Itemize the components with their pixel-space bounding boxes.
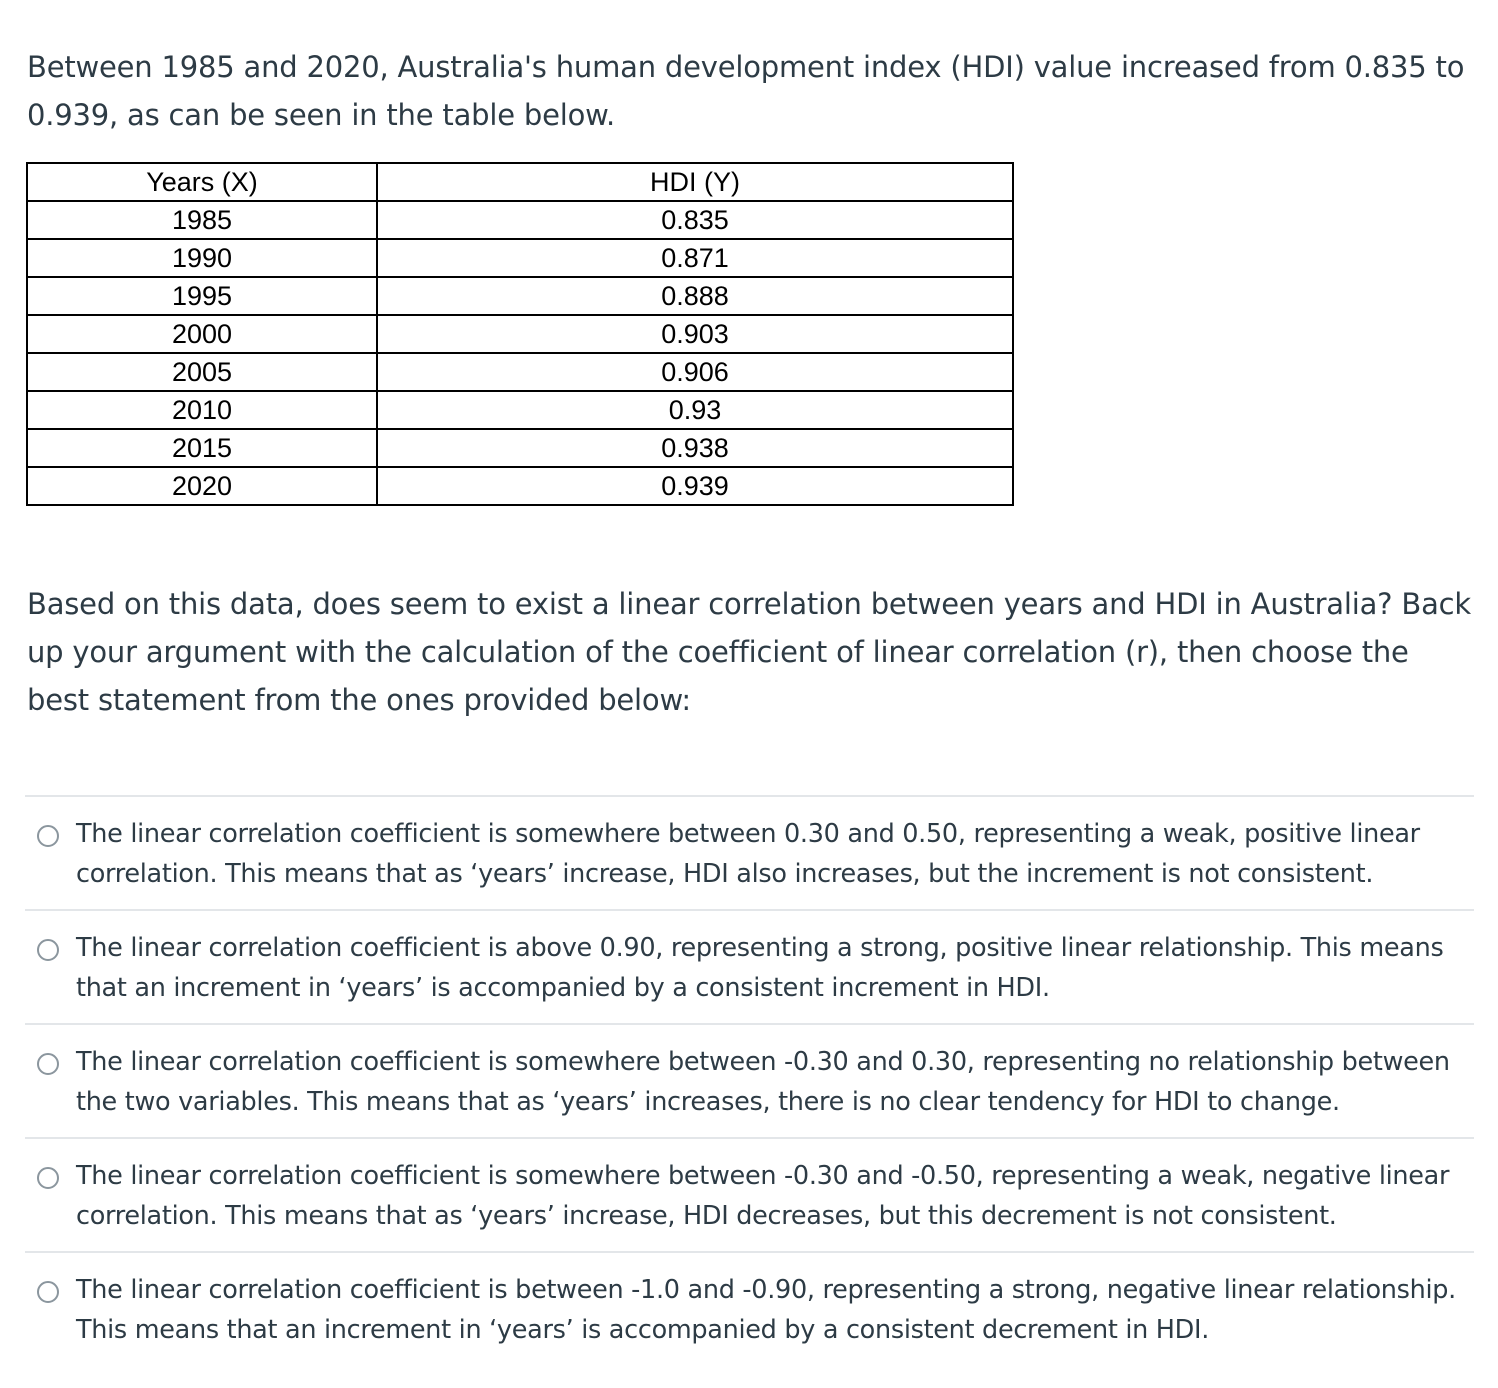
- table-row: [27, 315, 1013, 353]
- table-row: [27, 391, 1013, 429]
- answer-option-4[interactable]: [25, 1137, 1474, 1251]
- hdi-cell: 0.93: [377, 391, 1013, 429]
- answer-option-label[interactable]: The linear correlation coefficient is somewhere between -0.30 and -0.50, representing a weak, negative linear correlation. This means that as ‘years’ increase, HDI decreases, but this decrement is not consistent.: [76, 1161, 1450, 1231]
- hdi-cell: 0.939: [377, 467, 1013, 505]
- hdi-cell: 0.903: [377, 315, 1013, 353]
- answer-options-list: [25, 795, 1474, 1365]
- radio-button-icon[interactable]: [37, 1053, 59, 1075]
- year-cell: 2015: [27, 429, 377, 467]
- table-row: [27, 429, 1013, 467]
- year-cell: 1995: [27, 277, 377, 315]
- radio-button-icon[interactable]: [37, 825, 59, 847]
- year-cell: 2010: [27, 391, 377, 429]
- year-cell: 1985: [27, 201, 377, 239]
- column-header-years: Years (X): [27, 163, 377, 201]
- table-row: [27, 201, 1013, 239]
- hdi-cell: 0.871: [377, 239, 1013, 277]
- year-cell: 2005: [27, 353, 377, 391]
- answer-option-1[interactable]: [25, 795, 1474, 909]
- table-row: [27, 353, 1013, 391]
- question-prompt: Based on this data, does seem to exist a linear correlation between years and HDI in Australia? Back up your argument with the calculation of the coefficient of linear correlation (r), then choose the best statement from the ones provided below:: [27, 587, 1471, 717]
- answer-option-label[interactable]: The linear correlation coefficient is somewhere between -0.30 and 0.30, representing no relationship between the two variables. This means that as ‘years’ increases, there is no clear tendency for HDI to change.: [76, 1047, 1450, 1117]
- table-row: [27, 239, 1013, 277]
- year-cell: 2000: [27, 315, 377, 353]
- table-row: [27, 467, 1013, 505]
- column-header-hdi: HDI (Y): [377, 163, 1013, 201]
- year-cell: 1990: [27, 239, 377, 277]
- hdi-cell: 0.835: [377, 201, 1013, 239]
- year-cell: 2020: [27, 467, 377, 505]
- answer-option-label[interactable]: The linear correlation coefficient is between -1.0 and -0.90, representing a strong, negative linear relationship. This means that an increment in ‘years’ is accompanied by a consistent decrement in HDI.: [76, 1275, 1456, 1345]
- answer-option-label[interactable]: The linear correlation coefficient is somewhere between 0.30 and 0.50, representing a weak, positive linear correlation. This means that as ‘years’ increase, HDI also increases, but the increment is not consistent.: [76, 819, 1420, 889]
- radio-button-icon[interactable]: [37, 939, 59, 961]
- hdi-cell: 0.938: [377, 429, 1013, 467]
- table-row: [27, 277, 1013, 315]
- radio-button-icon[interactable]: [37, 1281, 59, 1303]
- answer-option-5[interactable]: [25, 1251, 1474, 1365]
- hdi-cell: 0.906: [377, 353, 1013, 391]
- radio-button-icon[interactable]: [37, 1167, 59, 1189]
- hdi-data-table: [26, 162, 1014, 506]
- hdi-cell: 0.888: [377, 277, 1013, 315]
- answer-option-label[interactable]: The linear correlation coefficient is above 0.90, representing a strong, positive linear relationship. This means that an increment in ‘years’ is accompanied by a consistent increment in HDI.: [76, 933, 1444, 1003]
- intro-paragraph: Between 1985 and 2020, Australia's human development index (HDI) value increased from 0.835 to 0.939, as can be seen in the table below.: [27, 50, 1465, 132]
- table-header-row: [27, 163, 1013, 201]
- answer-option-3[interactable]: [25, 1023, 1474, 1137]
- answer-option-2[interactable]: [25, 909, 1474, 1023]
